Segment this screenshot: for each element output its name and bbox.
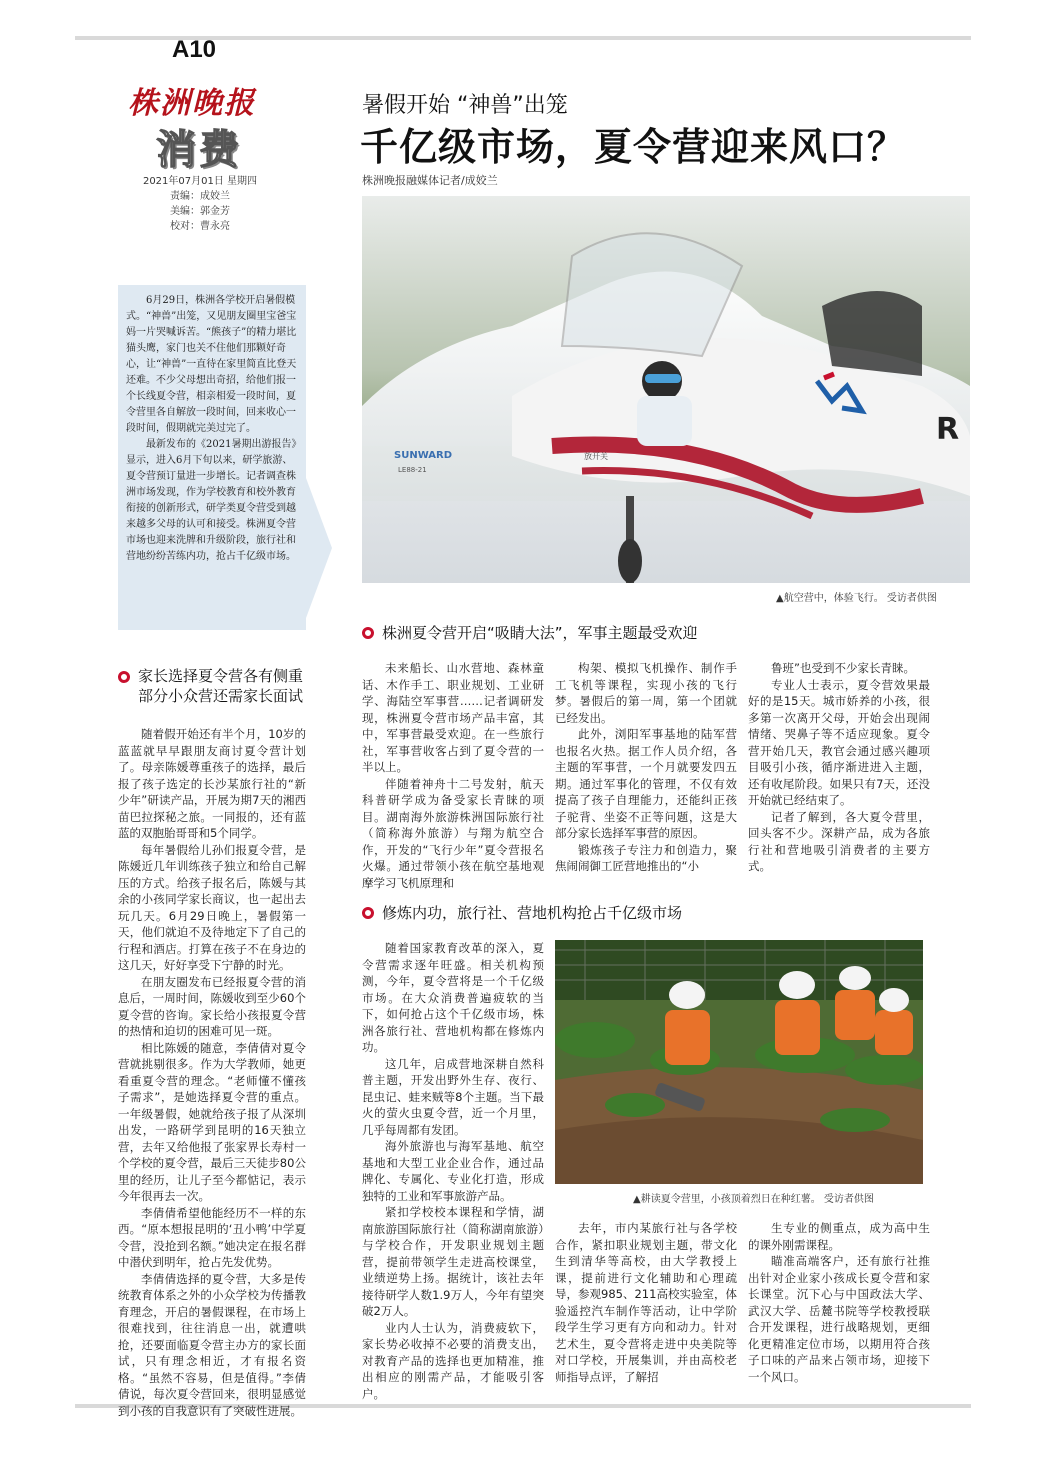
body-paragraph: 构架、模拟飞机操作、制作手工飞机等课程，实现小孩的飞行梦。暑假后的第一周，第一个团就已经发出。 bbox=[555, 661, 737, 725]
body-paragraph: 业内人士认为，消费疲软下，家长势必收掉不必要的消费支出，对教育产品的选择也更加精准，推出相应的刚需产品，才能吸引客户。 bbox=[362, 1320, 544, 1401]
plane-label-text: 放开关 bbox=[584, 452, 608, 461]
body-paragraph: 紧扣学校校本课程和学情，湖南旅游国际旅行社（简称湖南旅游）与学校合作，开发职业规划主题营，提前带领学生走进高校课堂，业绩逆势上扬。据统计，该社去年接待研学人数1.9万人，今年有望突破2万人。 bbox=[362, 1205, 544, 1318]
body-paragraph: 每年暑假给儿孙们报夏令营，是陈媛近几年训练孩子独立和给自己解压的方式。给孩子报名后，陈媛与其余的小孩同学家长商议，也一起出去玩几天。6月29日晚上，暑假第一天，他们就迫不及待地定下了自己的行程和酒店。打算在孩子不在身边的这几天，好好享受下宁静的时光。 bbox=[118, 842, 306, 972]
plane-brand-text: SUNWARD bbox=[394, 450, 453, 461]
body-paragraph: 去年，市内某旅行社与各学校合作，紧扣职业规划主题，带文化生到清华等高校，由大学教授上课，提前进行文化辅助和心理疏导，参观985、211高校实验室，体验遥控汽车制作等活动，让中学阶段学生学习更有方向和动力。针对艺术生，夏令营将走进中央美院等对口学校，开展集训，并由高校老师指导点评，了解招 bbox=[555, 1221, 737, 1384]
photo-aircraft bbox=[362, 196, 970, 583]
proofreader-credit: 校对：曹永亮 bbox=[170, 221, 230, 232]
article-kicker: 暑假开始 “神兽”出笼 bbox=[362, 93, 568, 118]
paper-logo: 株洲晚报 bbox=[128, 86, 256, 121]
publish-date: 2021年07月01日 星期四 bbox=[142, 176, 258, 187]
body-paragraph: 鲁班”也受到不少家长青睐。 bbox=[771, 661, 915, 675]
article-byline: 株洲晚报融媒体记者/成姣兰 bbox=[362, 174, 498, 187]
left-column bbox=[118, 726, 306, 1419]
plane-model-text: LE88-21 bbox=[398, 466, 427, 474]
subhead-2 bbox=[362, 902, 682, 923]
lead-paragraph: 最新发布的《2021暑期出游报告》显示，进入6月下旬以来，研学旅游、夏令营预订量进一步增长。记者调查株洲市场发现，作为学校教育和校外教育衔接的创新形式，研学类夏令营受到越来越多父母的认可和接受。株洲夏令营市场也迎来洗牌和升级阶段，旅行社和营地纷纷苦练内功，抢占千亿级市场。 bbox=[126, 439, 297, 562]
subhead-1-text: 株洲夏令营开启“吸睛大法”，军事主题最受欢迎 bbox=[382, 624, 698, 642]
body-paragraph: 在朋友圈发布已经报夏令营的消息后，一周时间，陈媛收到至少60个夏令营的咨询。家长给小孩报夏令营的热情和迫切的困难可见一斑。 bbox=[118, 974, 306, 1038]
body-paragraph: 这几年，启成营地深耕自然科普主题，开发出野外生存、夜行、昆虫记、蛙来贼等8个主题。当下最火的萤火虫夏令营，近一个月里，几乎每周都有发团。 bbox=[362, 1056, 544, 1137]
lead-box bbox=[118, 285, 306, 630]
left-subhead-text: 家长选择夏令营各有侧重 部分小众营还需家长面试 bbox=[138, 667, 304, 705]
mid-column-2 bbox=[555, 660, 737, 875]
plane-tail-letter: R bbox=[936, 412, 960, 447]
body-paragraph: 相比陈媛的随意，李倩倩对夏令营就挑剔很多。作为大学教师，她更看重夏令营的理念。“老师懂不懂孩子需求”，是她选择夏令营的重点。一年级暑假，她就给孩子报了从深圳出发，一路研学到昆明的16天独立营，去年又给他报了张家界长寿村一个学校的夏令营，最后三天徒步80公里的经历，让儿子至今都惦记，表示今年很再去一次。 bbox=[118, 1040, 306, 1203]
lower-column-1 bbox=[362, 940, 544, 1402]
left-subhead bbox=[118, 666, 318, 706]
editor-credit: 责编：成姣兰 bbox=[170, 191, 230, 202]
subhead-2-text: 修炼内功，旅行社、营地机构抢占千亿级市场 bbox=[382, 904, 683, 922]
mid-column-3 bbox=[748, 660, 930, 875]
article-headline: 千亿级市场，夏令营迎来风口？ bbox=[360, 125, 907, 169]
edition-meta bbox=[130, 174, 270, 234]
mid-column-1 bbox=[362, 660, 544, 891]
designer-credit: 美编：郭金芳 bbox=[170, 206, 230, 217]
body-paragraph: 专业人士表示，夏令营效果最好的是15天。城市娇养的小孩，很多第一次离开父母，开始会出现闹情绪、哭鼻子等不适应现象。夏令营开始几天，教官会通过感兴趣项目吸引小孩，循序渐进进入主题，还有收尾阶段。如果只有7天，还没开始就已经结束了。 bbox=[748, 677, 930, 807]
body-paragraph: 随着国家教育改革的深入，夏令营需求逐年旺盛。相关机构预测，今年，夏令营将是一个千亿级市场。在大众消费普遍疲软的当下，如何抢占这个千亿级市场，株洲各旅行社、营地机构都在修炼内功。 bbox=[362, 941, 544, 1054]
body-paragraph: 伴随着神舟十二号发射，航天科普研学成为备受家长青睐的项目。湖南海外旅游株洲国际旅行社（简称海外旅游）与翔为航空合作，开发的“飞行少年”夏令营报名火爆。通过带领小孩在航空基地观摩学习飞机原理和 bbox=[362, 776, 544, 890]
body-paragraph: 此外，浏阳军事基地的陆军营也报名火热。据工作人员介绍，各主题的军事营，一个月就要发四五期。通过军事化的管理，不仅有效提高了孩子自理能力，还能纠正孩子驼背、坐姿不正等问题，这是大部分家长选择军事营的原因。 bbox=[555, 727, 737, 840]
body-paragraph: 锻炼孩子专注力和创造力，聚焦闹闹御工匠营地推出的“小 bbox=[555, 842, 737, 873]
subhead-1 bbox=[362, 622, 698, 643]
body-paragraph: 李倩倩希望他能经历不一样的东西。“原本想报昆明的‘丑小鸭’中学夏令营，没抢到名额。”她决定在报名群中潜伏到明年，抢占先发优势。 bbox=[118, 1205, 306, 1269]
planting-illustration bbox=[555, 940, 923, 1184]
section-title: 消费 bbox=[156, 126, 242, 173]
lead-box-pointer bbox=[306, 478, 332, 618]
photo-kids-planting bbox=[555, 940, 923, 1184]
photo1-caption: ▲航空营中，体验飞行。 受访者供图 bbox=[776, 593, 937, 604]
body-paragraph: 记者了解到，各大夏令营里，回头客不少。深耕产品，成为各旅行社和营地吸引消费者的主要方式。 bbox=[748, 809, 930, 873]
body-paragraph: 生专业的侧重点，成为高中生的课外刚需课程。 bbox=[748, 1221, 930, 1252]
body-paragraph: 瞄准高端客户，还有旅行社推出针对企业家小孩成长夏令营和家长课堂。沉下心与中国政法大学、武汉大学、岳麓书院等学校教授联合开发课程，进行战略规划，更细化更精准定位市场，以期用符合孩子口味的产品来占领市场，迎接下一个风口。 bbox=[748, 1254, 930, 1384]
lower-column-3 bbox=[748, 1220, 930, 1385]
body-paragraph: 海外旅游也与海军基地、航空基地和大型工业企业合作，通过品牌化、专属化、专业化打造，形成独特的工业和军事旅游产品。 bbox=[362, 1139, 544, 1203]
body-paragraph: 随着假开始还有半个月，10岁的蓝蓝就早早跟朋友商讨夏令营计划了。母亲陈媛尊重孩子的选择，最后报了孩子选定的长沙某旅行社的“新少年”研读产品，开展为期7天的湘西苗巴拉探秘之旅。一同报的，还有蓝蓝的双胞胎哥哥和5个同学。 bbox=[118, 727, 306, 840]
ring-icon bbox=[118, 671, 130, 683]
ring-icon bbox=[362, 907, 374, 919]
ring-icon bbox=[362, 627, 374, 639]
lower-column-2 bbox=[555, 1220, 737, 1385]
body-paragraph: 李倩倩选择的夏令营，大多是传统教育体系之外的小众学校为传播教育理念，开启的暑假课程，在市场上很难找到，往往消息一出，就遭哄抢，还要面临夏令营主办方的家长面试，只有理念相近，才有报名资格。“虽然不容易，但是值得。”李倩倩说，每次夏令营回来，很明显感觉到小孩的自我意识有了突破性进展。 bbox=[118, 1271, 306, 1418]
page-number: A10 bbox=[172, 36, 217, 63]
lead-paragraph: 6月29日，株洲各学校开启暑假模式。“神兽”出笼，又见朋友圈里宝爸宝妈一片哭喊诉苦。“熊孩子”的精力堪比猫头鹰，家门也关不住他们那颗好奇心，让“神兽”一直待在家里简直比登天还难。不少父母想出奇招，给他们报一个长线夏令营，相亲相爱一段时间，夏令营里各自解放一段时间，回来收心一段时间，假期就完美过完了。 bbox=[126, 295, 297, 434]
photo2-caption: ▲耕读夏令营里，小孩顶着烈日在种红薯。 受访者供图 bbox=[633, 1194, 874, 1205]
aircraft-illustration bbox=[362, 196, 970, 583]
body-paragraph: 未来船长、山水营地、森林童话、木作手工、职业规划、工业研学、海陆空军事营……记者调研发现，株洲夏令营市场产品丰富，其中，军事营最受欢迎。在一些旅行社，军事营收客占到了夏令营的一半以上。 bbox=[362, 661, 544, 774]
